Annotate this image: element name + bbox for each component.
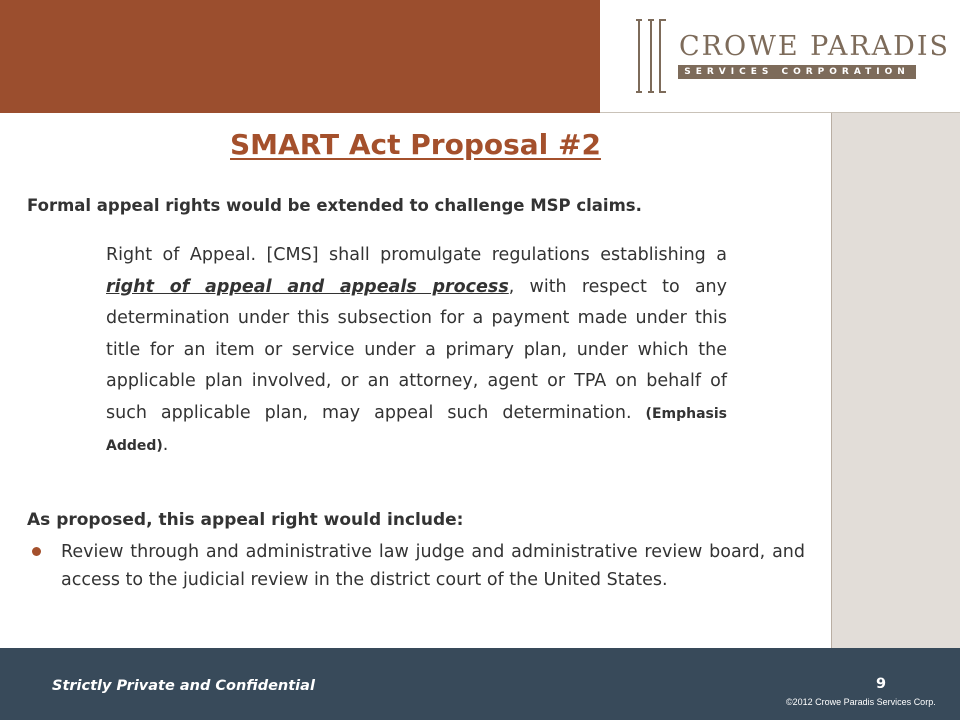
page-number: 9 <box>876 676 887 692</box>
bullet-dot-icon <box>32 547 41 556</box>
logo-subtitle: SERVICES CORPORATION <box>684 67 910 77</box>
confidentiality-notice: Strictly Private and Confidential <box>52 678 315 694</box>
slide-title: SMART Act Proposal #2 <box>230 128 601 161</box>
quoted-provision <box>106 240 727 463</box>
side-panel <box>831 113 960 648</box>
lead-statement: Formal appeal rights would be extended to challenge MSP claims. <box>27 196 642 215</box>
logo-name: CROWE PARADIS <box>679 31 950 62</box>
quote-emphasized-phrase: right of appeal and appeals process <box>106 276 509 297</box>
header-band <box>0 0 600 113</box>
section-subheading: As proposed, this appeal right would include: <box>27 510 464 530</box>
quote-text-start: Right of Appeal. [CMS] shall promulgate regulations establishing a <box>106 245 727 265</box>
logo-bracket-icon <box>632 18 670 94</box>
copyright-notice: ©2012 Crowe Paradis Services Corp. <box>786 697 936 707</box>
quote-text-end: , with respect to any determination under this subsection for a payment made under this title for an item or service under a primary plan, under which the applicable plan involved, or an attorney, agent or TPA on behalf of such applicable plan, may appeal such determination. <box>106 276 728 423</box>
emphasis-note: (Emphasis Added) <box>106 405 727 454</box>
bullet-item: Review through and administrative law judge and administrative review board, and access to the judicial review in the district court of the United States. <box>61 542 805 590</box>
quote-end-punct: . <box>162 435 169 455</box>
